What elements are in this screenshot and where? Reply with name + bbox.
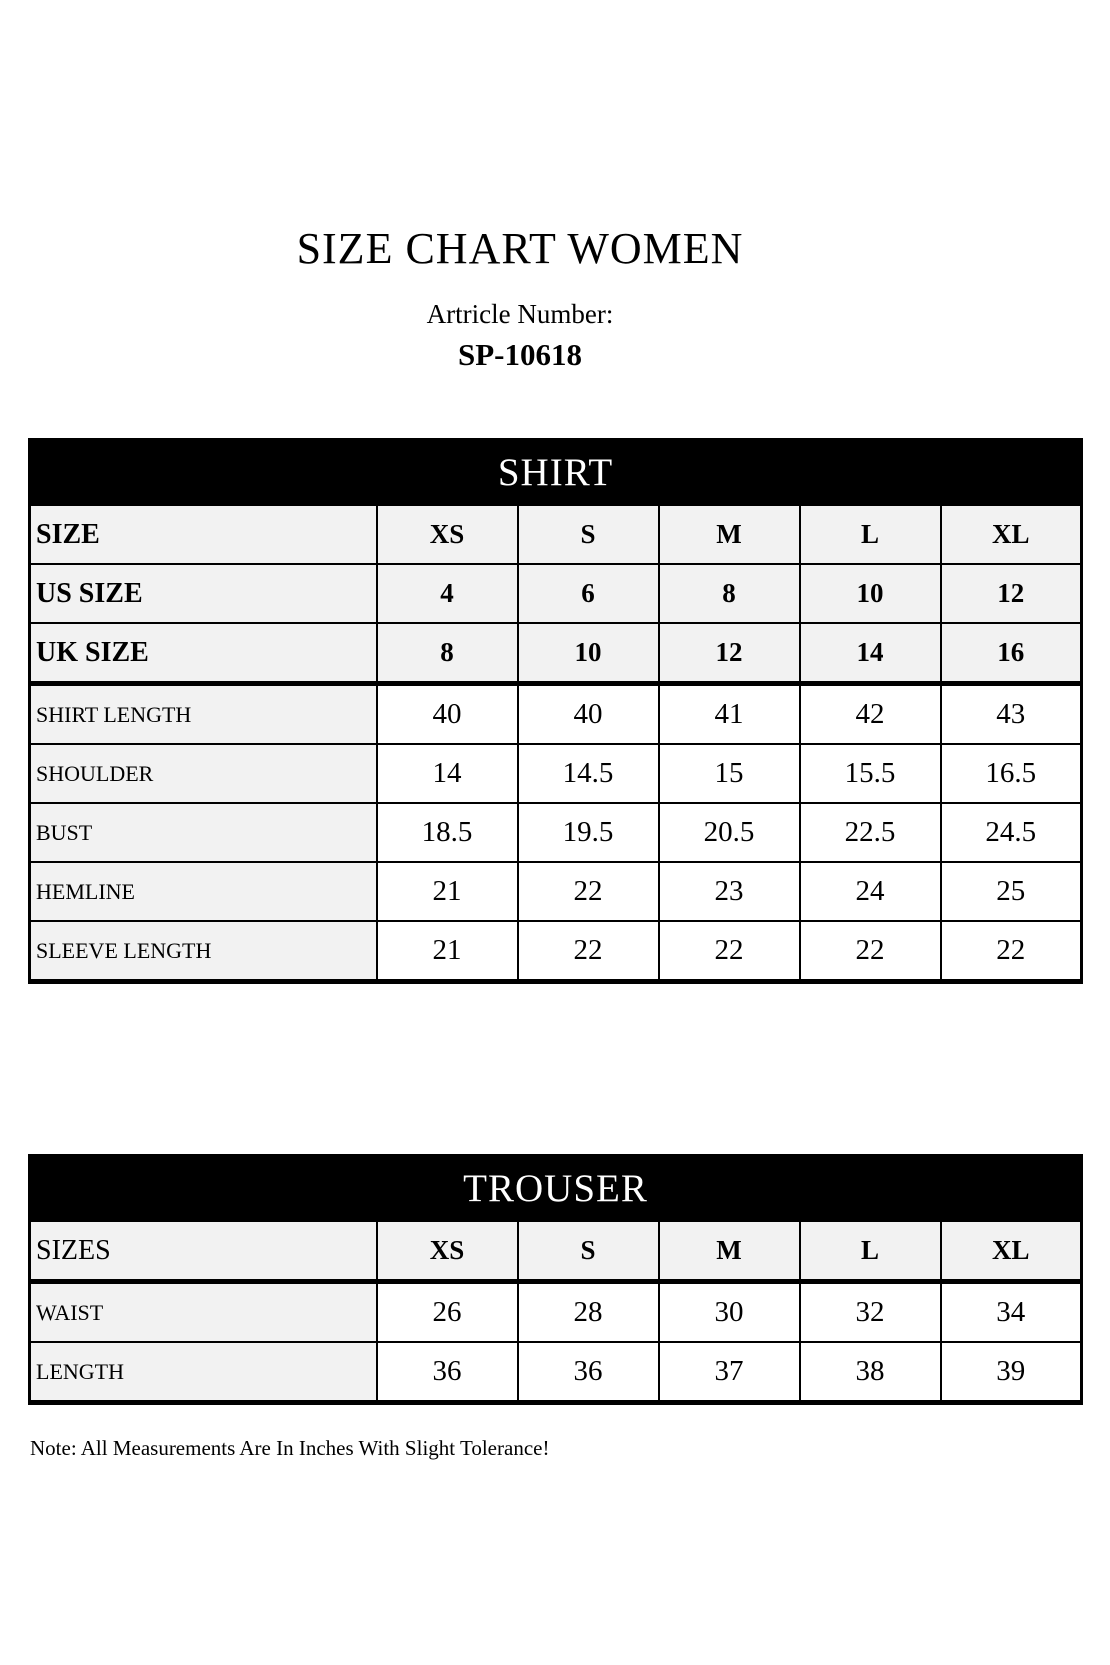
size-cell-l: L (800, 1221, 941, 1282)
table-row-sleeve-length (30, 921, 1082, 982)
value-cell: 42 (800, 684, 941, 745)
table-row-uk-size (30, 623, 1082, 684)
value-cell: 21 (377, 862, 518, 921)
size-cell-xs: XS (377, 505, 518, 564)
value-cell: 40 (377, 684, 518, 745)
value-cell: 10 (800, 564, 941, 623)
row-label: HEMLINE (30, 862, 377, 921)
row-label: LENGTH (30, 1342, 377, 1403)
table-row-bust (30, 803, 1082, 862)
table-row-sizes (30, 1221, 1082, 1282)
value-cell: 43 (941, 684, 1082, 745)
shirt-size-table (28, 438, 1083, 984)
row-label: SHOULDER (30, 744, 377, 803)
value-cell: 36 (377, 1342, 518, 1403)
value-cell: 22.5 (800, 803, 941, 862)
value-cell: 6 (518, 564, 659, 623)
value-cell: 25 (941, 862, 1082, 921)
value-cell: 37 (659, 1342, 800, 1403)
row-label: SLEEVE LENGTH (30, 921, 377, 982)
row-label: SIZE (30, 505, 377, 564)
trouser-table-header-row (30, 1156, 1082, 1222)
article-number-label: Artricle Number: (426, 298, 614, 329)
value-cell: 32 (800, 1282, 941, 1343)
trouser-table-title: TROUSER (30, 1156, 1082, 1222)
size-cell-m: M (659, 1221, 800, 1282)
size-cell-s: S (518, 1221, 659, 1282)
value-cell: 14 (800, 623, 941, 684)
value-cell: 23 (659, 862, 800, 921)
value-cell: 12 (659, 623, 800, 684)
trouser-size-table (28, 1154, 1083, 1405)
row-label: WAIST (30, 1282, 377, 1343)
row-label: US SIZE (30, 564, 377, 623)
value-cell: 16.5 (941, 744, 1082, 803)
size-cell-xl: XL (941, 1221, 1082, 1282)
value-cell: 20.5 (659, 803, 800, 862)
value-cell: 22 (941, 921, 1082, 982)
value-cell: 16 (941, 623, 1082, 684)
row-label: UK SIZE (30, 623, 377, 684)
measurement-note: Note: All Measurements Are In Inches With Slight Tolerance! (30, 1436, 550, 1461)
value-cell: 22 (800, 921, 941, 982)
value-cell: 41 (659, 684, 800, 745)
size-cell-xl: XL (941, 505, 1082, 564)
table-row-length (30, 1342, 1082, 1403)
table-row-hemline (30, 862, 1082, 921)
size-cell-xs: XS (377, 1221, 518, 1282)
size-cell-s: S (518, 505, 659, 564)
value-cell: 22 (518, 921, 659, 982)
value-cell: 39 (941, 1342, 1082, 1403)
value-cell: 18.5 (377, 803, 518, 862)
table-row-shoulder (30, 744, 1082, 803)
article-number-value: SP-10618 (458, 336, 582, 372)
shirt-table-title: SHIRT (30, 440, 1082, 506)
size-cell-l: L (800, 505, 941, 564)
value-cell: 34 (941, 1282, 1082, 1343)
title-block (0, 0, 1040, 372)
row-label: SIZES (30, 1221, 377, 1282)
row-label: BUST (30, 803, 377, 862)
value-cell: 8 (377, 623, 518, 684)
value-cell: 28 (518, 1282, 659, 1343)
value-cell: 36 (518, 1342, 659, 1403)
value-cell: 40 (518, 684, 659, 745)
value-cell: 4 (377, 564, 518, 623)
table-row-waist (30, 1282, 1082, 1343)
value-cell: 12 (941, 564, 1082, 623)
value-cell: 30 (659, 1282, 800, 1343)
value-cell: 24 (800, 862, 941, 921)
shirt-table-header-row (30, 440, 1082, 506)
value-cell: 38 (800, 1342, 941, 1403)
value-cell: 14 (377, 744, 518, 803)
value-cell: 24.5 (941, 803, 1082, 862)
table-row-us-size (30, 564, 1082, 623)
value-cell: 10 (518, 623, 659, 684)
row-label: SHIRT LENGTH (30, 684, 377, 745)
table-row-size (30, 505, 1082, 564)
value-cell: 15.5 (800, 744, 941, 803)
value-cell: 15 (659, 744, 800, 803)
value-cell: 22 (518, 862, 659, 921)
table-row-shirt-length (30, 684, 1082, 745)
page-title: SIZE CHART WOMEN (296, 224, 744, 273)
value-cell: 14.5 (518, 744, 659, 803)
size-cell-m: M (659, 505, 800, 564)
value-cell: 21 (377, 921, 518, 982)
value-cell: 22 (659, 921, 800, 982)
value-cell: 19.5 (518, 803, 659, 862)
value-cell: 26 (377, 1282, 518, 1343)
value-cell: 8 (659, 564, 800, 623)
